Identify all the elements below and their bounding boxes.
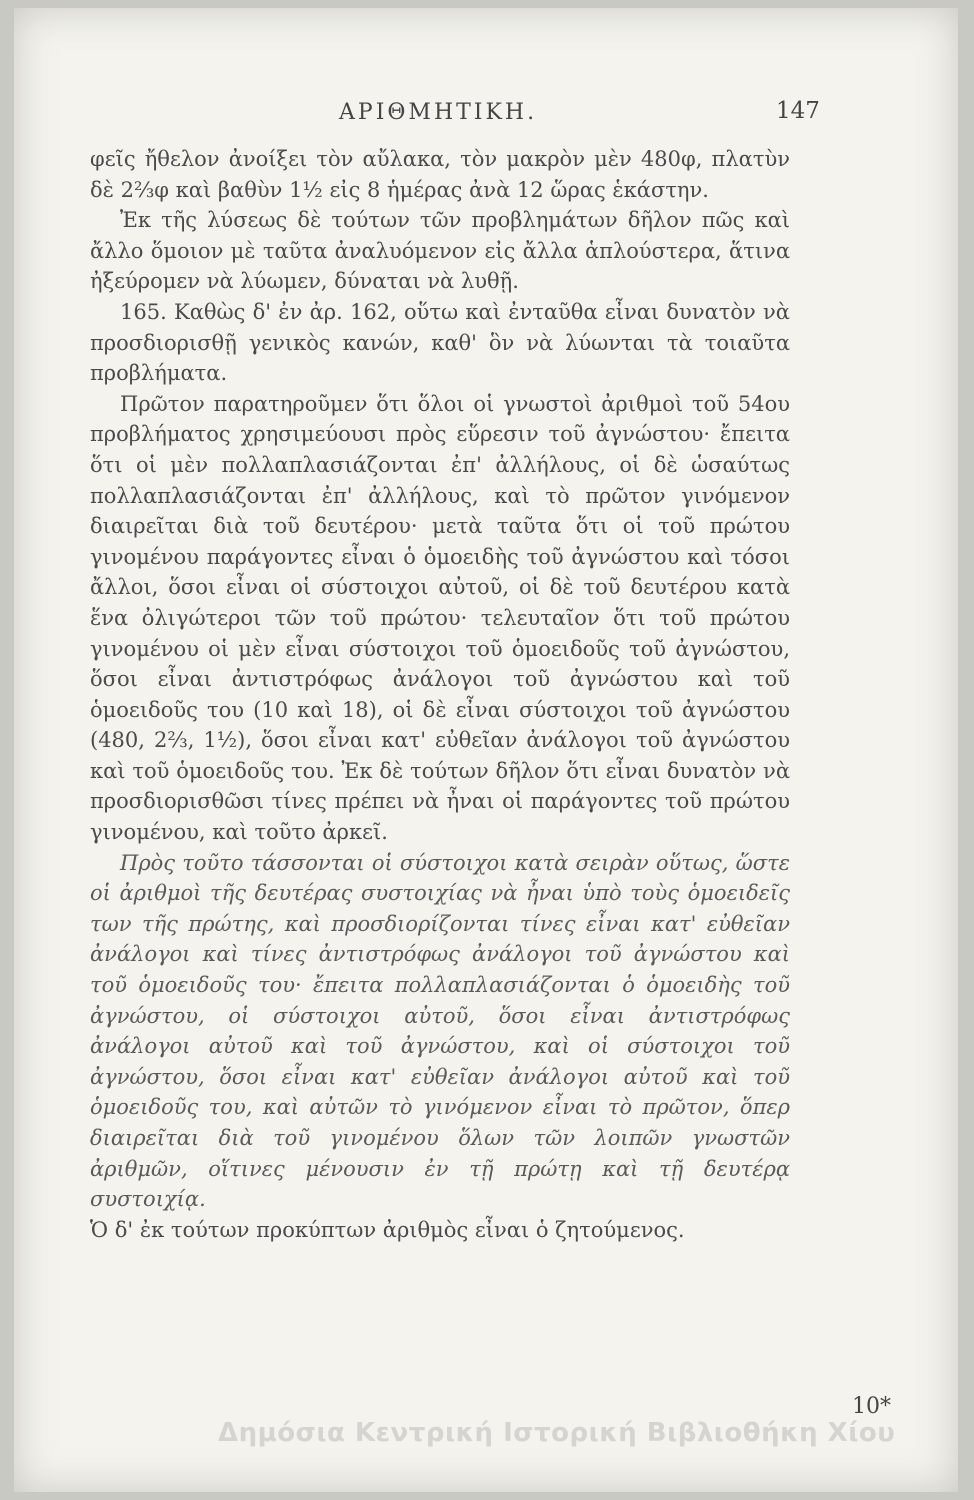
signature-mark: 10*	[852, 1394, 891, 1419]
paragraph-article-165: 165. Καθὼς δ' ἐν ἀρ. 162, οὕτω καὶ ἐνταῦθα εἶναι δυνατὸν νὰ προσδιορισθῇ γενικὸς κανών, καθ' ὃν νὰ λύωνται τὰ τοιαῦτα προβλήματα.	[90, 299, 790, 386]
paragraph-solution-note: Ἐκ τῆς λύσεως δὲ τούτων τῶν προβλημάτων δῆλον πῶς καὶ ἄλλο ὅμοιον μὲ ταῦτα ἀναλυόμενον εἰς ἄλλα ἁπλούστερα, ἅτινα ἠξεύρομεν νὰ λύωμεν, δύναται νὰ λυθῇ.	[90, 208, 790, 294]
page-header	[14, 100, 958, 136]
book-page	[14, 8, 958, 1492]
paragraph-continuation: φεῖς ἤθελον ἀνοίξει τὸν αὔλακα, τὸν μακρὸν μὲν 480φ, πλατὺν δὲ 2⅔φ καὶ βαθὺν 1½ εἰς 8 ἡμέρας ἀνὰ 12 ὥρας ἑκάστην.	[90, 147, 790, 202]
paragraph-rule-italic: Πρὸς τοῦτο τάσσονται οἱ σύστοιχοι κατὰ σειρὰν οὕτως, ὥστε οἱ ἀριθμοὶ τῆς δευτέρας συστοιχίας νὰ ἦναι ὑπὸ τοὺς ὁμοειδεῖς των τῆς πρώτης, καὶ προσδιορίζονται τίνες εἶναι κατ' εὐθεῖαν ἀνάλογοι καὶ τίνες ἀντιστρόφως ἀνάλογοι τοῦ ἀγνώστου καὶ τοῦ ὁμοειδοῦς του· ἔπειτα πολλαπλασιάζονται ὁ ὁμοειδὴς τοῦ ἀγνώστου, οἱ σύστοιχοι αὐτοῦ, ὅσοι εἶναι ἀντιστρόφως ἀνάλογοι αὐτοῦ καὶ τοῦ ἀγνώστου, καὶ οἱ σύστοιχοι τοῦ ἀγνώστου, ὅσοι εἶναι κατ' εὐθεῖαν ἀνάλογοι αὐτοῦ καὶ τοῦ ὁμοειδοῦς του, καὶ αὐτῶν τὸ γινόμενον εἶναι τὸ πρῶτον, ὅπερ διαιρεῖται διὰ τοῦ γινομένου ὅλων τῶν λοιπῶν γνωστῶν ἀριθμῶν, οἵτινες μένουσιν ἐν τῇ πρώτῃ καὶ τῇ δευτέρᾳ συστοιχίᾳ.	[90, 850, 790, 1212]
page-number: 147	[776, 98, 820, 124]
page-body	[90, 144, 790, 1245]
paragraph-conclusion: Ὁ δ' ἐκ τούτων προκύπτων ἀριθμὸς εἶναι ὁ ζητούμενος.	[90, 1217, 685, 1242]
running-head: ΑΡΙΘΜΗΤΙΚΗ.	[339, 100, 538, 125]
paragraph-observations: Πρῶτον παρατηροῦμεν ὅτι ὅλοι οἱ γνωστοὶ ἀριθμοὶ τοῦ 54ου προβλήματος χρησιμεύουσι πρὸς εὕρεσιν τοῦ ἀγνώστου· ἔπειτα ὅτι οἱ μὲν πολλαπλασιάζονται ἐπ' ἀλλήλους, οἱ δὲ ὡσαύτως πολλαπλασιάζονται ἐπ' ἀλλήλους, καὶ τὸ πρῶτον γινόμενον διαιρεῖται διὰ τοῦ δευτέρου· μετὰ ταῦτα ὅτι οἱ τοῦ πρώτου γινομένου παράγοντες εἶναι ὁ ὁμοειδὴς τοῦ ἀγνώστου καὶ τόσοι ἄλλοι, ὅσοι εἶναι οἱ σύστοιχοι αὐτοῦ, οἱ δὲ τοῦ δευτέρου κατὰ ἕνα ὀλιγώτεροι τῶν τοῦ πρώτου· τελευταῖον ὅτι τοῦ πρώτου γινομένου οἱ μὲν εἶναι σύστοιχοι τοῦ ὁμοειδοῦς τοῦ ἀγνώστου, ὅσοι εἶναι ἀντιστρόφως ἀνάλογοι τοῦ ἀγνώστου καὶ τοῦ ὁμοειδοῦς του (10 καὶ 18), οἱ δὲ εἶναι σύστοιχοι τοῦ ἀγνώστου (480, 2⅔, 1½), ὅσοι εἶναι κατ' εὐθεῖαν ἀνάλογοι τοῦ ἀγνώστου καὶ τοῦ ὁμοειδοῦς του. Ἐκ δὲ τούτων δῆλον ὅτι εἶναι δυνατὸν νὰ προσδιορισθῶσι τίνες πρέπει νὰ ἦναι οἱ παράγοντες τοῦ πρώτου γινομένου, καὶ τοῦτο ἀρκεῖ.	[90, 391, 790, 845]
library-watermark: Δημόσια Κεντρική Ιστορική Βιβλιοθήκη Χίου	[218, 1418, 896, 1448]
